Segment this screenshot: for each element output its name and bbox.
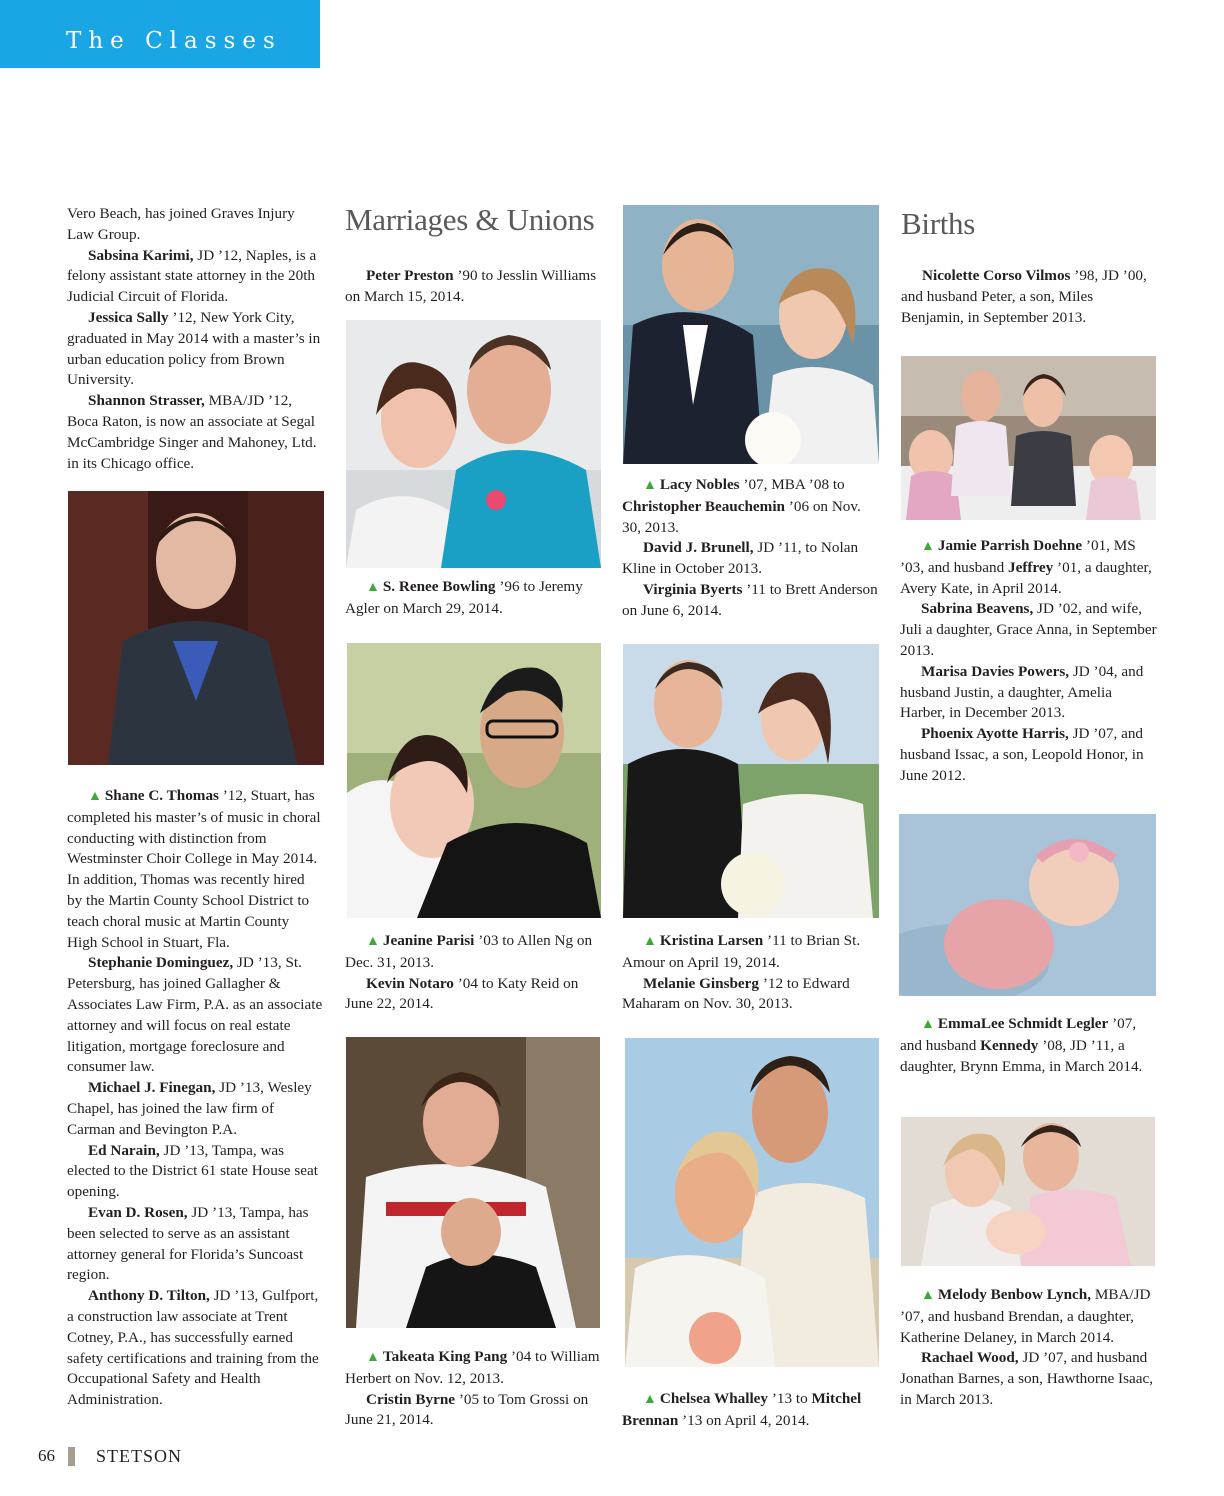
birth-entries xyxy=(900,536,1158,787)
column-1 xyxy=(67,204,323,474)
photo-parisi xyxy=(347,643,601,918)
triangle-icon: ▲ xyxy=(921,1017,935,1032)
entry-text: Anthony D. Tilton, JD ’13, Gulfport, a construction law associate at Trent Cotney, P.A., has successfully earned safety certifications and training from the Occupational Safety and Health Administration. xyxy=(67,1287,319,1409)
marriage-entry xyxy=(345,577,603,620)
photo-larsen xyxy=(623,644,879,918)
triangle-icon: ▲ xyxy=(921,1288,935,1303)
marriage-entries xyxy=(345,931,603,1015)
marriages-heading: Marriages & Unions xyxy=(345,202,595,237)
section-title: The Classes xyxy=(66,28,282,54)
entry-text: Sabsina Karimi, JD ’12, Naples, is a felony assistant state attorney in the 20th Judicial Circuit of Florida. xyxy=(67,246,317,306)
marriage-entries xyxy=(345,1347,603,1431)
entry-text: Rachael Wood, JD ’07, and husband Jonathan Barnes, a son, Hawthorne Isaac, in March 2013. xyxy=(900,1349,1154,1408)
marriage-entries xyxy=(622,931,880,1015)
entry-text: Ed Narain, JD ’13, Tampa, was elected to the District 61 state House seat opening. xyxy=(67,1141,318,1201)
entry-text: ▲ EmmaLee Schmidt Legler ’07, and husband Kennedy ’08, JD ’11, a daughter, Brynn Emma, in March 2014. xyxy=(900,1015,1143,1075)
entry-text: Michael J. Finegan, JD ’13, Wesley Chapel, has joined the law firm of Carman and Bevington P.A. xyxy=(67,1079,312,1138)
entry-text: Vero Beach, has joined Graves Injury Law Group. xyxy=(67,205,295,243)
entry-text: Sabrina Beavens, JD ’02, and wife, Juli a daughter, Grace Anna, in September 2013. xyxy=(900,600,1157,659)
photo-doehne-family xyxy=(901,356,1156,520)
entry-text: Cristin Byrne ’05 to Tom Grossi on June 21, 2014. xyxy=(345,1390,589,1429)
entry-text: ▲ Jeanine Parisi ’03 to Allen Ng on Dec. 31, 2013. xyxy=(345,932,593,971)
page-number: 66 xyxy=(38,1446,55,1465)
births-heading: Births xyxy=(901,206,975,241)
triangle-icon: ▲ xyxy=(643,1392,657,1407)
entry-text: ▲ Jamie Parrish Doehne ’01, MS ’03, and husband Jeffrey ’01, a daughter, Avery Kate, in April 2014. xyxy=(900,537,1152,597)
entry-text: ▲ Melody Benbow Lynch, MBA/JD ’07, and husband Brendan, a daughter, Katherine Delaney, in March 2014. xyxy=(900,1286,1151,1346)
photo-nobles xyxy=(623,205,879,464)
entry-text: Stephanie Dominguez, JD ’13, St. Petersburg, has joined Gallagher & Associates Law Firm, P.A. as an associate attorney and will focus on real estate litigation, mortgage foreclosure and consumer law. xyxy=(67,954,323,1076)
photo-whalley xyxy=(625,1038,879,1367)
birth-entry xyxy=(901,266,1157,328)
triangle-icon: ▲ xyxy=(366,1350,380,1365)
entry-text: Jessica Sally ’12, New York City, graduated in May 2014 with a master’s in urban education policy from Brown University. xyxy=(67,308,321,389)
section-banner xyxy=(0,0,320,68)
marriage-entries xyxy=(622,1389,880,1432)
triangle-icon: ▲ xyxy=(88,789,102,804)
entry-text: David J. Brunell, JD ’11, to Nolan Kline in October 2013. xyxy=(622,539,859,578)
entry-text: Evan D. Rosen, JD ’13, Tampa, has been selected to serve as an assistant attorney general for Florida’s Suncoast region. xyxy=(67,1203,309,1284)
photo-legler-baby xyxy=(899,814,1156,996)
entry-text: Phoenix Ayotte Harris, JD ’07, and husband Issac, a son, Leopold Honor, in June 2012. xyxy=(900,725,1144,784)
entry-text: ▲ Lacy Nobles ’07, MBA ’08 to Christopher Beauchemin ’06 on Nov. 30, 2013. xyxy=(622,476,861,536)
entry-text: Marisa Davies Powers, JD ’04, and husband Justin, a daughter, Amelia Harber, in December 2013. xyxy=(900,662,1144,722)
entry-text: Shannon Strasser, MBA/JD ’12, Boca Raton, is now an associate at Segal McCambridge Singer and Mahoney, Ltd. in its Chicago office. xyxy=(67,392,317,472)
photo-king-pang xyxy=(346,1037,600,1328)
entry-text: Nicolette Corso Vilmos ’98, JD ’00, and husband Peter, a son, Miles Benjamin, in September 2013. xyxy=(901,267,1147,326)
entry-text: ▲ Chelsea Whalley ’13 to Mitchel Brennan ’13 on April 4, 2014. xyxy=(622,1390,862,1429)
triangle-icon: ▲ xyxy=(643,478,657,493)
entry-text: Melanie Ginsberg ’12 to Edward Maharam on Nov. 30, 2013. xyxy=(622,974,850,1013)
publication-name: STETSON xyxy=(96,1446,183,1466)
triangle-icon: ▲ xyxy=(366,934,380,949)
marriage-entries xyxy=(622,475,880,622)
entry-text: Peter Preston ’90 to Jesslin Williams on March 15, 2014. xyxy=(345,267,597,305)
entry-text: Kevin Notaro ’04 to Katy Reid on June 22, 2014. xyxy=(345,974,579,1013)
marriage-entry xyxy=(345,266,601,308)
entry-text: ▲ S. Renee Bowling ’96 to Jeremy Agler on March 29, 2014. xyxy=(345,578,583,617)
photo-bowling xyxy=(346,320,601,568)
entry-text: ▲ Shane C. Thomas ’12, Stuart, has completed his master’s of music in choral conducting with distinction from Westminster Choir College in May 2014. In addition, Thomas was recently hired by the Martin County School District to teach choral music at Martin County High School in Stuart, Fla. xyxy=(67,787,321,951)
footer-divider xyxy=(68,1447,75,1466)
triangle-icon: ▲ xyxy=(366,580,380,595)
triangle-icon: ▲ xyxy=(921,539,935,554)
photo-shane-thomas xyxy=(68,491,324,765)
column-1-continued xyxy=(67,786,323,1411)
entry-text: ▲ Kristina Larsen ’11 to Brian St. Amour on April 19, 2014. xyxy=(622,932,861,971)
birth-entries xyxy=(900,1285,1158,1411)
triangle-icon: ▲ xyxy=(643,934,657,949)
photo-lynch-family xyxy=(901,1117,1155,1266)
entry-text: Virginia Byerts ’11 to Brett Anderson on June 6, 2014. xyxy=(622,580,878,619)
entry-text: ▲ Takeata King Pang ’04 to William Herbert on Nov. 12, 2013. xyxy=(345,1348,600,1387)
birth-entry xyxy=(900,1014,1158,1077)
